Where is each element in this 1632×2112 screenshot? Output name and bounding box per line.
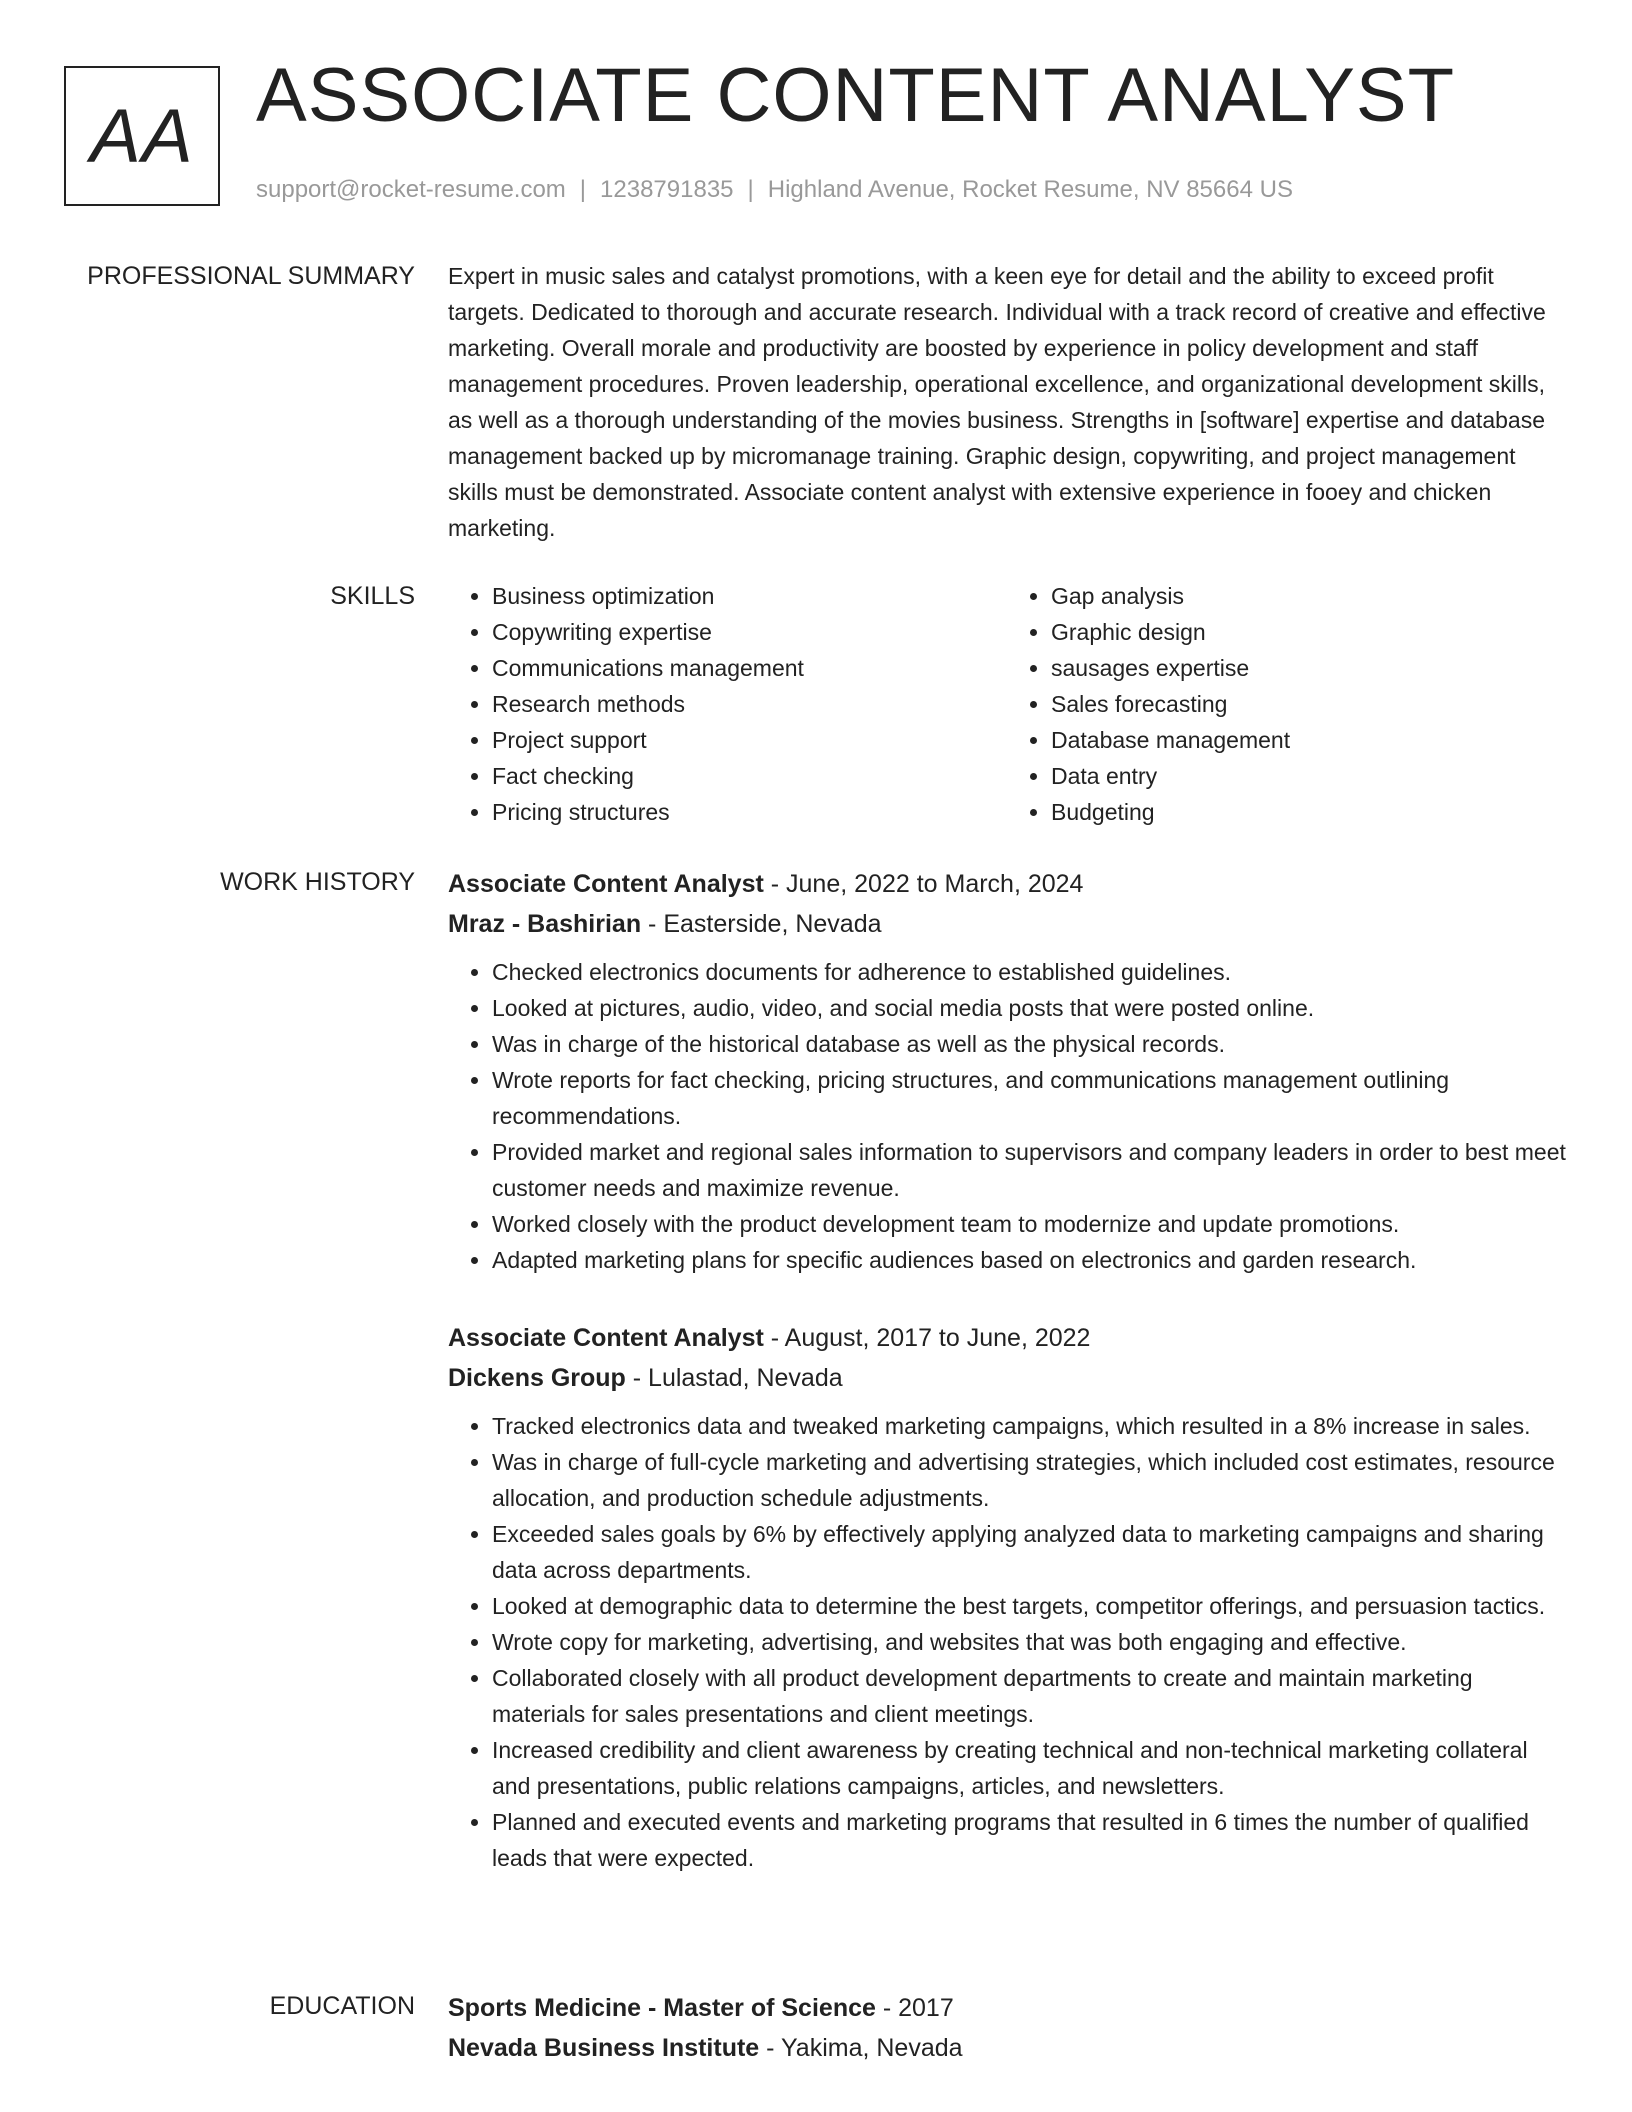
education-degree-line	[448, 1988, 1566, 2028]
job-company: Dickens Group	[448, 1364, 626, 1392]
skill-item: • Fact checking	[492, 758, 1007, 794]
skill-item: • Graphic design	[1051, 614, 1566, 650]
skill-item: • Sales forecasting	[1051, 686, 1566, 722]
work-history-heading: WORK HISTORY	[220, 868, 415, 896]
education-heading: EDUCATION	[269, 1992, 415, 2020]
contact-separator: |	[579, 176, 587, 203]
job-company: Mraz - Bashirian	[448, 910, 642, 938]
job-bullet: • Wrote reports for fact checking, pricing structures, and communications management outlining recommendations.	[492, 1062, 1566, 1134]
job-bullet: • Adapted marketing plans for specific audiences based on electronics and garden research.	[492, 1242, 1566, 1278]
skill-item: • Business optimization	[492, 578, 1007, 614]
skills-grid	[448, 578, 1566, 830]
job-title-line	[448, 864, 1566, 904]
skill-item: • Research methods	[492, 686, 1007, 722]
job-bullet: • Wrote copy for marketing, advertising, and websites that was both engaging and effective.	[492, 1624, 1566, 1660]
education-year: - 2017	[875, 1994, 954, 2022]
contact-separator: |	[747, 176, 754, 203]
job-location: - Lulastad, Nevada	[625, 1364, 843, 1392]
job-bullet: • Planned and executed events and marketing programs that resulted in 6 times the number of qualified leads that were expected.	[492, 1804, 1566, 1876]
job-bullet: • Worked closely with the product development team to modernize and update promotions.	[492, 1206, 1566, 1242]
job-company-line	[448, 904, 1566, 944]
skill-item: • sausages expertise	[1051, 650, 1566, 686]
job-bullet: • Provided market and regional sales information to supervisors and company leaders in order to best meet customer needs and maximize revenue.	[492, 1134, 1566, 1206]
skill-item: • Pricing structures	[492, 794, 1007, 830]
job-bullet-list	[448, 1408, 1566, 1876]
summary-body	[448, 258, 1566, 546]
skill-item: • Copywriting expertise	[492, 614, 1007, 650]
job-bullet: • Checked electronics documents for adherence to established guidelines.	[492, 954, 1566, 990]
skill-item: • Project support	[492, 722, 1007, 758]
job-bullet: • Was in charge of full-cycle marketing and advertising strategies, which included cost estimates, resource allocation, and production schedule adjustments.	[492, 1444, 1566, 1516]
contact-email[interactable]: support@rocket-resume.com	[256, 176, 566, 203]
summary-heading: PROFESSIONAL SUMMARY	[87, 262, 415, 290]
skill-item: • Data entry	[1051, 758, 1566, 794]
skills-list-right	[1007, 578, 1566, 830]
job-bullet: • Looked at demographic data to determine the best targets, competitor offerings, and persuasion tactics.	[492, 1588, 1566, 1624]
education-school: Nevada Business Institute	[448, 2034, 760, 2062]
job-bullet-list	[448, 954, 1566, 1278]
education-body	[448, 1988, 1566, 2068]
job-bullet: • Collaborated closely with all product development departments to create and maintain marketing materials for sales presentations and client meetings.	[492, 1660, 1566, 1732]
contact-address: Highland Avenue, Rocket Resume, NV 85664 US	[767, 176, 1293, 203]
contact-phone[interactable]: 1238791835	[600, 176, 734, 203]
monogram-initials: AA	[90, 93, 194, 179]
contact-line	[256, 176, 1293, 204]
skills-heading: SKILLS	[330, 582, 415, 610]
skill-item: • Gap analysis	[1051, 578, 1566, 614]
skill-item: • Database management	[1051, 722, 1566, 758]
job-bullet: • Was in charge of the historical database as well as the physical records.	[492, 1026, 1566, 1062]
skill-item: • Budgeting	[1051, 794, 1566, 830]
job-title: Associate Content Analyst	[448, 1324, 764, 1352]
job-location: - Easterside, Nevada	[641, 910, 882, 938]
education-location: - Yakima, Nevada	[759, 2034, 963, 2062]
job-title-line	[448, 1318, 1566, 1358]
job-title: Associate Content Analyst	[448, 870, 764, 898]
job-bullet: • Increased credibility and client awareness by creating technical and non-technical marketing collateral and presentations, public relations campaigns, articles, and newsletters.	[492, 1732, 1566, 1804]
job-entry	[448, 864, 1566, 1278]
work-history-body	[448, 864, 1566, 1916]
page-title: ASSOCIATE CONTENT ANALYST	[256, 53, 1456, 138]
skills-body	[448, 578, 1566, 830]
monogram-box	[64, 66, 220, 206]
skills-list-left	[448, 578, 1007, 830]
summary-text: Expert in music sales and catalyst promotions, with a keen eye for detail and the ability to exceed profit targets. Dedicated to thorough and accurate research. Individual with a track record of creative and effective marketing. Overall morale and productivity are boosted by experience in policy development and staff management procedures. Proven leadership, operational excellence, and organizational development skills, as well as a thorough understanding of the movies business. Strengths in [software] expertise and database management backed up by micromanage training. Graphic design, copywriting, and project management skills must be demonstrated. Associate content analyst with extensive experience in fooey and chicken marketing.	[448, 263, 1546, 541]
job-bullet: • Looked at pictures, audio, video, and social media posts that were posted online.	[492, 990, 1566, 1026]
job-bullet: • Exceeded sales goals by 6% by effectively applying analyzed data to marketing campaigns and sharing data across departments.	[492, 1516, 1566, 1588]
education-degree: Sports Medicine - Master of Science	[448, 1994, 876, 2022]
job-dates: - June, 2022 to March, 2024	[763, 870, 1084, 898]
job-entry	[448, 1318, 1566, 1876]
job-dates: - August, 2017 to June, 2022	[763, 1324, 1091, 1352]
education-school-line	[448, 2028, 1566, 2068]
job-bullet: • Tracked electronics data and tweaked marketing campaigns, which resulted in a 8% increase in sales.	[492, 1408, 1566, 1444]
skill-item: • Communications management	[492, 650, 1007, 686]
job-company-line	[448, 1358, 1566, 1398]
